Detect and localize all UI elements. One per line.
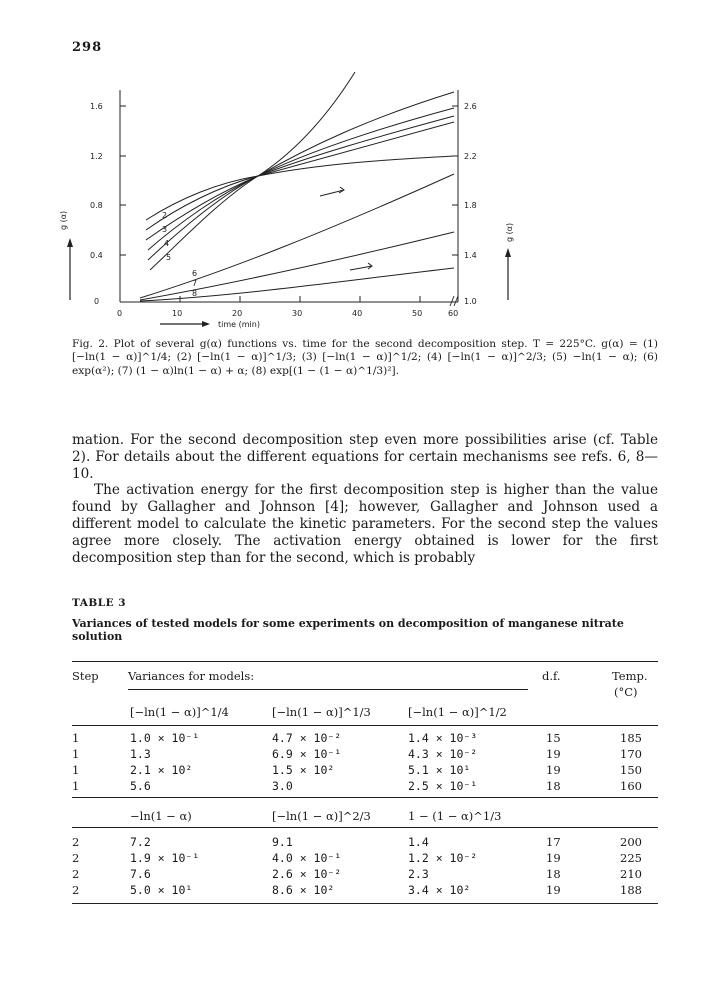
figure-plot — [50, 70, 550, 340]
curve-label: 2 — [162, 211, 168, 220]
arrow — [320, 187, 344, 196]
table-caption: Variances of tested models for some experiments on decomposition of manganese nitrate solution — [72, 617, 624, 644]
right-tick-label: 2.6 — [464, 102, 477, 111]
right-tick-label: 1.4 — [464, 251, 477, 260]
curve-label: 5 — [166, 253, 172, 262]
right-tick-label: 1.0 — [464, 297, 477, 306]
header-temp: Temp. — [612, 669, 648, 683]
curve-label: 8 — [192, 289, 198, 298]
axis-break — [450, 296, 458, 306]
x-tick-label: 30 — [292, 309, 303, 318]
right-ticks — [452, 102, 477, 306]
model-header: [−ln(1 − α)]^1/4 — [130, 705, 229, 719]
curves — [140, 72, 454, 301]
x-tick-label: 40 — [352, 309, 363, 318]
table-rule — [72, 827, 658, 828]
curve-6 — [140, 174, 454, 298]
table-rule-bottom — [72, 903, 658, 904]
x-tick-label: 20 — [232, 309, 243, 318]
model-header: [−ln(1 − α)]^1/3 — [272, 705, 371, 719]
curve-label: 4 — [164, 239, 170, 248]
right-tick-label: 2.2 — [464, 152, 477, 161]
header-variances: Variances for models: — [128, 669, 255, 683]
left-tick-label: 0.8 — [90, 201, 103, 210]
left-tick-label: 1.2 — [90, 152, 103, 161]
caption-lead: Fig. 2. — [72, 338, 109, 350]
table-label: TABLE 3 — [72, 597, 127, 609]
left-ticks — [90, 102, 126, 306]
curve-1 — [146, 122, 454, 230]
x-tick-label: 0 — [117, 309, 123, 318]
curve-7 — [140, 232, 454, 300]
model-header: −ln(1 − α) — [130, 809, 192, 823]
x-tick-label: 60 — [448, 309, 459, 318]
figure-caption — [72, 338, 658, 378]
svg-text:time (min): time (min) — [218, 320, 260, 329]
header-step: Step — [72, 669, 99, 683]
left-tick-label: 0 — [94, 297, 100, 306]
model-header: [−ln(1 − α)]^1/2 — [408, 705, 507, 719]
curve-8 — [140, 268, 454, 301]
table-rule — [72, 725, 658, 726]
model-header: 1 − (1 − α)^1/3 — [408, 809, 502, 823]
arrow — [350, 263, 372, 270]
left-tick-label: 0.4 — [90, 251, 103, 260]
header-df: d.f. — [542, 669, 561, 683]
right-axis-label — [505, 223, 514, 300]
curve-label: 7 — [192, 279, 198, 288]
curve-label: 6 — [192, 269, 198, 278]
table-rule-sub — [128, 689, 528, 690]
x-tick-label: 10 — [172, 309, 183, 318]
header-temp-unit: (°C) — [614, 685, 638, 699]
curve-extra — [146, 156, 454, 220]
body-paragraph: The activation energy for the first decomposition step is higher than the value found by Gallagher and Johnson [4]; however, Gallagher and Johnson used a different model to calculate the kinetic parameters. For the second step the values agree more closely. The activation energy obtained is lower for the first decomposition step than for the second, which is probably — [72, 482, 658, 566]
svg-text:g (α): g (α) — [59, 210, 68, 230]
caption-text: Plot of several g(α) functions vs. time for the second decomposition step. T = 225°C. g(α) = (1) [−ln(1 − α)]^1/4; (2) [−ln(1 − α)]^1/3; (3) [−ln(1 − α)]^1/2; (4) [−ln(1 − α)]^2/3; (5) −ln(1 − α); (6) exp(α²); (7) (1 − α)ln(1 − α) + α; (8) exp[(1 − (1 − α)^1/3)²]. — [72, 338, 658, 377]
model-header: [−ln(1 − α)]^2/3 — [272, 809, 371, 823]
left-tick-label: 1.6 — [90, 102, 103, 111]
x-axis-label — [160, 320, 260, 329]
body-paragraph: mation. For the second decomposition step even more possibilities arise (cf. Table 2). For details about the different equations for certain mechanisms see refs. 6, 8—10. — [72, 432, 658, 482]
table-rule-top — [72, 661, 658, 662]
table-rule — [72, 797, 658, 798]
right-tick-label: 1.8 — [464, 201, 477, 210]
curve-label: 3 — [162, 225, 168, 234]
left-axis-label — [59, 211, 73, 300]
curve-5 — [150, 72, 355, 270]
svg-text:g (α): g (α) — [505, 222, 514, 242]
x-tick-label: 50 — [412, 309, 423, 318]
page-number: 298 — [72, 40, 103, 55]
curve-4 — [148, 92, 454, 260]
